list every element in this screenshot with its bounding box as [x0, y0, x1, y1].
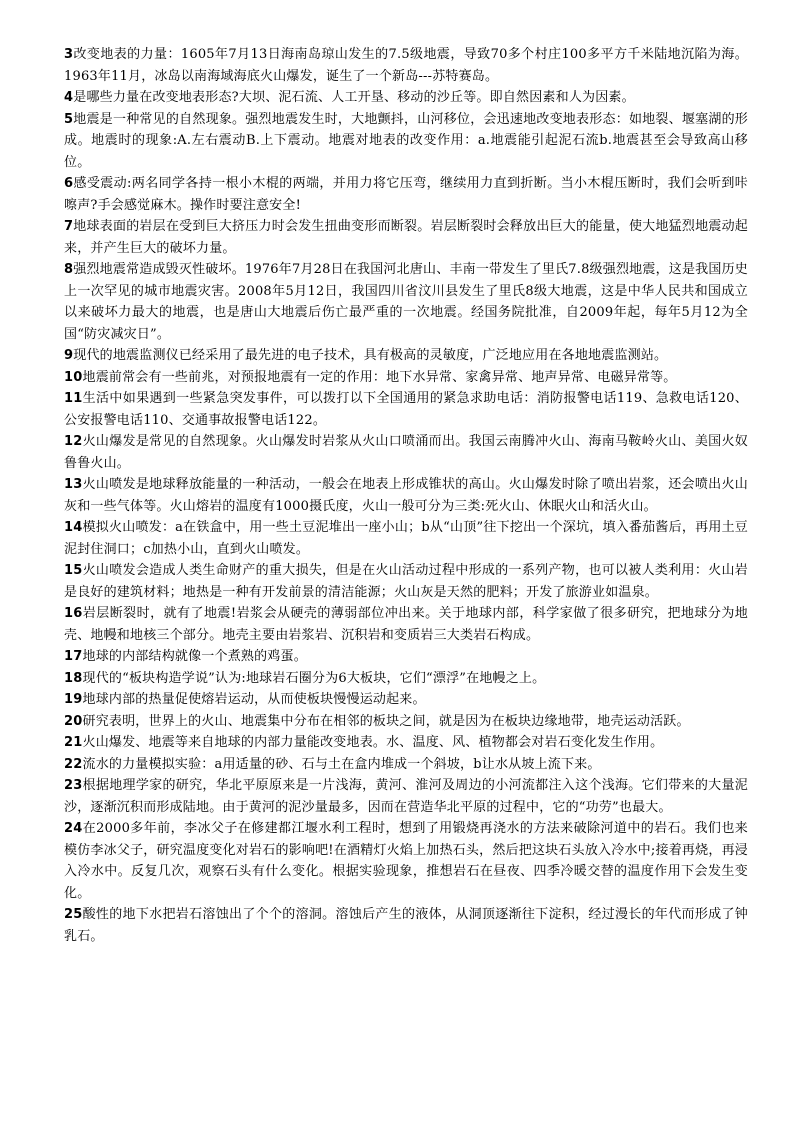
paragraph-text: 改变地表的力量：1605年7月13日海南岛琼山发生的7.5级地震，导致70多个村庄100多平方千米陆地沉陷为海。1963年11月，冰岛以南海域海底火山爆发，诞生了一个新岛---苏特赛岛。 [64, 47, 748, 84]
paragraph-text: 生活中如果遇到一些紧急突发事件，可以拨打以下全国通用的紧急求助电话：消防报警电话119、急救电话120、公安报警电话110、交通事故报警电话122。 [64, 391, 748, 428]
paragraph-text: 是哪些力量在改变地表形态?大坝、泥石流、人工开垦、移动的沙丘等。即自然因素和人为因素。 [73, 90, 635, 105]
paragraph-number: 21 [64, 735, 83, 750]
paragraph-text: 地球内部的热量促使熔岩运动，从而使板块慢慢运动起来。 [82, 692, 426, 707]
paragraph-text: 酸性的地下水把岩石溶蚀出了个个的溶洞。溶蚀后产生的液体，从洞顶逐渐往下淀积，经过漫长的年代而形成了钟乳石。 [64, 907, 748, 944]
paragraph-number: 25 [64, 907, 83, 922]
paragraph-23 [64, 775, 748, 818]
paragraph-22 [64, 754, 748, 776]
paragraph-number: 15 [64, 563, 83, 578]
paragraph-text: 现代的地震监测仪已经采用了最先进的电子技术，具有极高的灵敏度，广泛地应用在各地地震监测站。 [73, 348, 668, 363]
paragraph-number: 4 [64, 90, 74, 105]
paragraph-3 [64, 44, 748, 87]
paragraph-16 [64, 603, 748, 646]
paragraph-11 [64, 388, 748, 431]
paragraph-17 [64, 646, 748, 668]
paragraph-text: 火山爆发、地震等来自地球的内部力量能改变地表。水、温度、风、植物都会对岩石变化发生作用。 [82, 735, 664, 750]
paragraph-number: 17 [64, 649, 83, 664]
paragraph-24 [64, 818, 748, 904]
paragraph-number: 11 [64, 391, 83, 406]
paragraph-text: 在2000多年前，李冰父子在修建都江堰水利工程时，想到了用锻烧再浇水的方法来破除河道中的岩石。我们也来模仿李冰父子，研究温度变化对岩石的影响吧!在酒精灯火焰上加热石头，然后把这块石头放入冷水中;接着再烧，再浸入冷水中。反复几次，观察石头有什么变化。根据实验现象，推想岩石在昼夜、四季冷暖交替的温度作用下会发生变化。 [64, 821, 748, 901]
paragraph-15 [64, 560, 748, 603]
paragraph-5 [64, 109, 748, 174]
paragraph-text: 地球的内部结构就像一个煮熟的鸡蛋。 [82, 649, 307, 664]
paragraph-19 [64, 689, 748, 711]
paragraph-number: 19 [64, 692, 83, 707]
paragraph-text: 研究表明，世界上的火山、地震集中分布在相邻的板块之间，就是因为在板块边缘地带，地壳运动活跃。 [82, 713, 690, 729]
paragraph-number: 7 [64, 219, 74, 234]
paragraph-text: 火山喷发是地球释放能量的一种活动，一般会在地表上形成锥状的高山。火山爆发时除了喷出岩浆，还会喷出火山灰和一些气体等。火山熔岩的温度有1000摄氏度，火山一般可分为三类:死火山、休眠火山和活火山。 [64, 477, 748, 514]
paragraph-text: 火山爆发是常见的自然现象。火山爆发时岩浆从火山口喷涌而出。我国云南腾冲火山、海南马鞍岭火山、美国火奴鲁鲁火山。 [64, 434, 748, 471]
paragraph-number: 6 [64, 176, 74, 191]
paragraph-8 [64, 259, 748, 345]
paragraph-21 [64, 732, 748, 754]
paragraph-9 [64, 345, 748, 367]
paragraph-text: 强烈地震常造成毁灭性破坏。1976年7月28日在我国河北唐山、丰南一带发生了里氏7.8级强烈地震，这是我国历史上一次罕见的城市地震灾害。2008年5月12日，我国四川省汶川县发生了里氏8级大地震，这是中华人民共和国成立以来破坏力最大的地震，也是唐山大地震后伤亡最严重的一次地震。经国务院批准，自2009年起，每年5月12为全国“防灾减灾日”。 [64, 262, 748, 342]
paragraph-number: 8 [64, 262, 74, 277]
paragraph-14 [64, 517, 748, 560]
paragraph-6 [64, 173, 748, 216]
paragraph-number: 14 [64, 520, 83, 535]
paragraph-number: 3 [64, 47, 74, 62]
paragraph-text: 火山喷发会造成人类生命财产的重大损失，但是在火山活动过程中形成的一系列产物，也可以被人类利用：火山岩是良好的建筑材料；地热是一种有开发前景的清洁能源；火山灰是天然的肥料；开发了旅游业如温泉。 [64, 563, 748, 600]
paragraph-text: 地震前常会有一些前兆，对预报地震有一定的作用：地下水异常、家禽异常、地声异常、电磁异常等。 [82, 369, 677, 385]
paragraph-number: 5 [64, 111, 74, 127]
paragraph-text: 地震是一种常见的自然现象。强烈地震发生时，大地颤抖，山河移位，会迅速地改变地表形态：如地裂、堰塞湖的形成。地震时的现象:A.左右震动B.上下震动。地震对地表的改变作用：a.地震能引起泥石流b.地震甚至会导致高山移位。 [64, 111, 748, 170]
paragraph-20 [64, 711, 748, 733]
paragraph-7 [64, 216, 748, 259]
paragraph-number: 24 [64, 821, 83, 836]
paragraph-number: 10 [64, 369, 83, 385]
paragraph-13 [64, 474, 748, 517]
paragraph-25 [64, 904, 748, 947]
paragraph-4 [64, 87, 748, 109]
paragraph-number: 18 [64, 670, 83, 686]
document-body [64, 44, 748, 947]
paragraph-text: 感受震动:两名同学各持一根小木棍的两端，并用力将它压弯，继续用力直到折断。当小木棍压断时，我们会听到咔嚓声?手会感觉麻木。操作时要注意安全! [64, 176, 748, 213]
paragraph-text: 现代的“板块构造学说”认为:地球岩石圈分为6大板块，它们“漂浮”在地幔之上。 [82, 670, 546, 686]
paragraph-number: 20 [64, 713, 83, 729]
paragraph-number: 9 [64, 348, 74, 363]
paragraph-text: 模拟火山喷发：a在铁盒中，用一些土豆泥堆出一座小山；b从“山顶”往下挖出一个深坑，填入番茄酱后，再用土豆泥封住洞口；c加热小山，直到火山喷发。 [64, 520, 748, 557]
paragraph-text: 根据地理学家的研究，华北平原原来是一片浅海，黄河、淮河及周边的小河流都注入这个浅海。它们带来的大量泥沙，逐渐沉积而形成陆地。由于黄河的泥沙量最多，因而在营造华北平原的过程中，它的“功劳”也最大。 [64, 778, 748, 815]
paragraph-10 [64, 367, 748, 389]
paragraph-number: 13 [64, 477, 83, 492]
paragraph-text: 地球表面的岩层在受到巨大挤压力时会发生扭曲变形而断裂。岩层断裂时会释放出巨大的能量，使大地猛烈地震动起来，并产生巨大的破坏力量。 [64, 219, 748, 256]
paragraph-18 [64, 668, 748, 690]
paragraph-text: 岩层断裂时，就有了地震!岩浆会从硬壳的薄弱部位冲出来。关于地球内部，科学家做了很多研究，把地球分为地壳、地幔和地核三个部分。地壳主要由岩浆岩、沉积岩和变质岩三大类岩石构成。 [64, 606, 748, 643]
paragraph-text: 流水的力量模拟实验：a用适量的砂、石与土在盒内堆成一个斜坡，b让水从坡上流下来。 [82, 756, 601, 772]
paragraph-number: 16 [64, 606, 83, 621]
paragraph-12 [64, 431, 748, 474]
paragraph-number: 12 [64, 434, 83, 449]
paragraph-number: 22 [64, 756, 83, 772]
paragraph-number: 23 [64, 778, 83, 793]
